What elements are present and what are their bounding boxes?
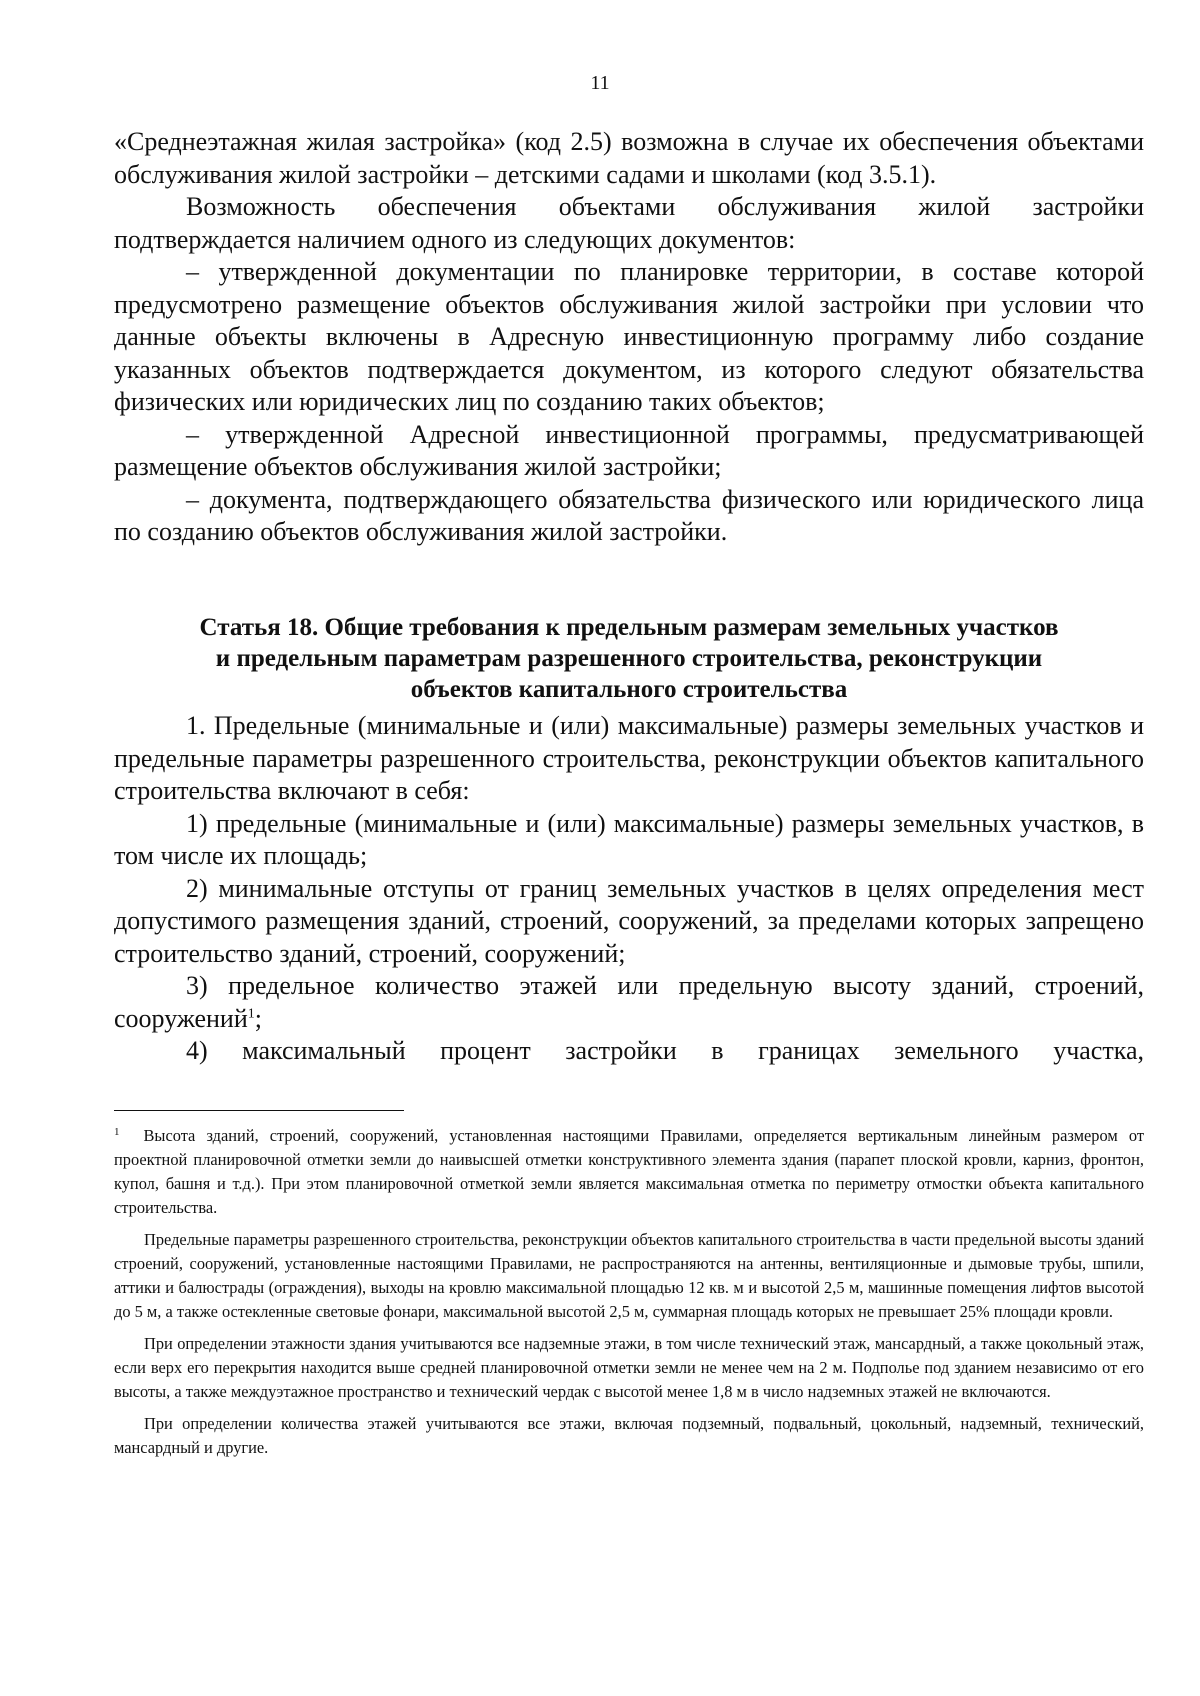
article-item-2: 2) минимальные отступы от границ земельных участков в целях определения мест допустимого размещения зданий, строений, сооружений, за пределами которых запрещено строительство зданий, строений, сооружений;: [114, 873, 1144, 968]
article-item-3: [114, 970, 1144, 1035]
footnote-reference: 1: [247, 1005, 255, 1021]
intro-section: [114, 126, 1144, 549]
article-heading-line-2: и предельным параметрам разрешенного строительства, реконструкции: [215, 645, 1043, 672]
footnote-mark: 1: [114, 1125, 120, 1138]
intro-dash-item-2: – утвержденной Адресной инвестиционной программы, предусматривающей размещение объектов обслуживания жилой застройки;: [114, 419, 1144, 481]
article-heading-line-3: объектов капитального строительства: [410, 676, 848, 703]
footnote-1-text: Высота зданий, строений, сооружений, установленная настоящими Правилами, определяется вертикальным линейным размером от проектной планировочной отметки земли до наивысшей отметки конструктивного элемента здания (парапет плоской кровли, карниз, фронтон, купол, башня и т.д.). При этом планировочной отметкой земли является максимальная отметка по периметру отмостки объекта капитального строительства.: [114, 1126, 1144, 1217]
article-paragraph-1: 1. Предельные (минимальные и (или) максимальные) размеры земельных участков и предельные параметры разрешенного строительства, реконструкции объектов капитального строительства включают в себя:: [114, 711, 1144, 805]
footnote-paragraph-3: При определении этажности здания учитываются все надземные этажи, в том числе технический этаж, мансардный, а также цокольный этаж, если верх его перекрытия находится выше средней планировочной отметки земли не менее чем на 2 м. Подполье под зданием независимо от его высоты, а также междуэтажное пространство и технический чердак с высотой менее 1,8 м в число надземных этажей не включаются.: [114, 1334, 1144, 1401]
article-item-4: 4) максимальный процент застройки в границах земельного участка,: [186, 1036, 1144, 1065]
article-heading: [114, 612, 1144, 705]
footnote-separator: [114, 1110, 404, 1111]
footnote-paragraph-4: При определении количества этажей учитываются все этажи, включая подземный, подвальный, цокольный, надземный, технический, мансардный и другие.: [114, 1414, 1144, 1457]
intro-dash-item-1: – утвержденной документации по планировке территории, в составе которой предусмотрено размещение объектов обслуживания жилой застройки при условии что данные объекты включены в Адресную инвестиционную программу либо создание указанных объектов подтверждается документом, из которого следуют обязательства физических или юридических лиц по созданию таких объектов;: [114, 257, 1144, 416]
intro-paragraph-1: «Среднеэтажная жилая застройка» (код 2.5) возможна в случае их обеспечения объектами обслуживания жилой застройки – детскими садами и школами (код 3.5.1).: [114, 127, 1144, 189]
footnote-paragraph-2: Предельные параметры разрешенного строительства, реконструкции объектов капитального строительства в части предельной высоты зданий строений, сооружений, установленные настоящими Правилами, не распространяются на антенны, вентиляционные и дымовые трубы, шпили, аттики и балюстрады (ограждения), выходы на кровлю максимальной площадью 12 кв. м и высотой 2,5 м, машинные помещения лифтов высотой до 5 м, а также остекленные световые фонари, максимальной высотой 2,5 м, суммарная площадь которых не превышает 25% площади кровли.: [114, 1230, 1144, 1321]
article-item-1: 1) предельные (минимальные и (или) максимальные) размеры земельных участков, в том числе их площадь;: [114, 808, 1144, 870]
article-item-3-end: ;: [254, 1003, 262, 1033]
article-heading-line-1: Статья 18. Общие требования к предельным размерам земельных участков: [199, 614, 1059, 641]
intro-dash-item-3: – документа, подтверждающего обязательства физического или юридического лица по созданию объектов обслуживания жилой застройки.: [114, 484, 1144, 546]
article-item-3-text: 3) предельное количество этажей или предельную высоту зданий, строений, сооружений: [114, 971, 1144, 1033]
footnotes-section: [114, 1124, 1144, 1468]
intro-paragraph-2: Возможность обеспечения объектами обслуживания жилой застройки подтверждается наличием одного из следующих документов:: [114, 192, 1144, 254]
page-number: 11: [590, 72, 610, 94]
footnote-1: [114, 1124, 1144, 1220]
article-body: [114, 710, 1144, 1068]
